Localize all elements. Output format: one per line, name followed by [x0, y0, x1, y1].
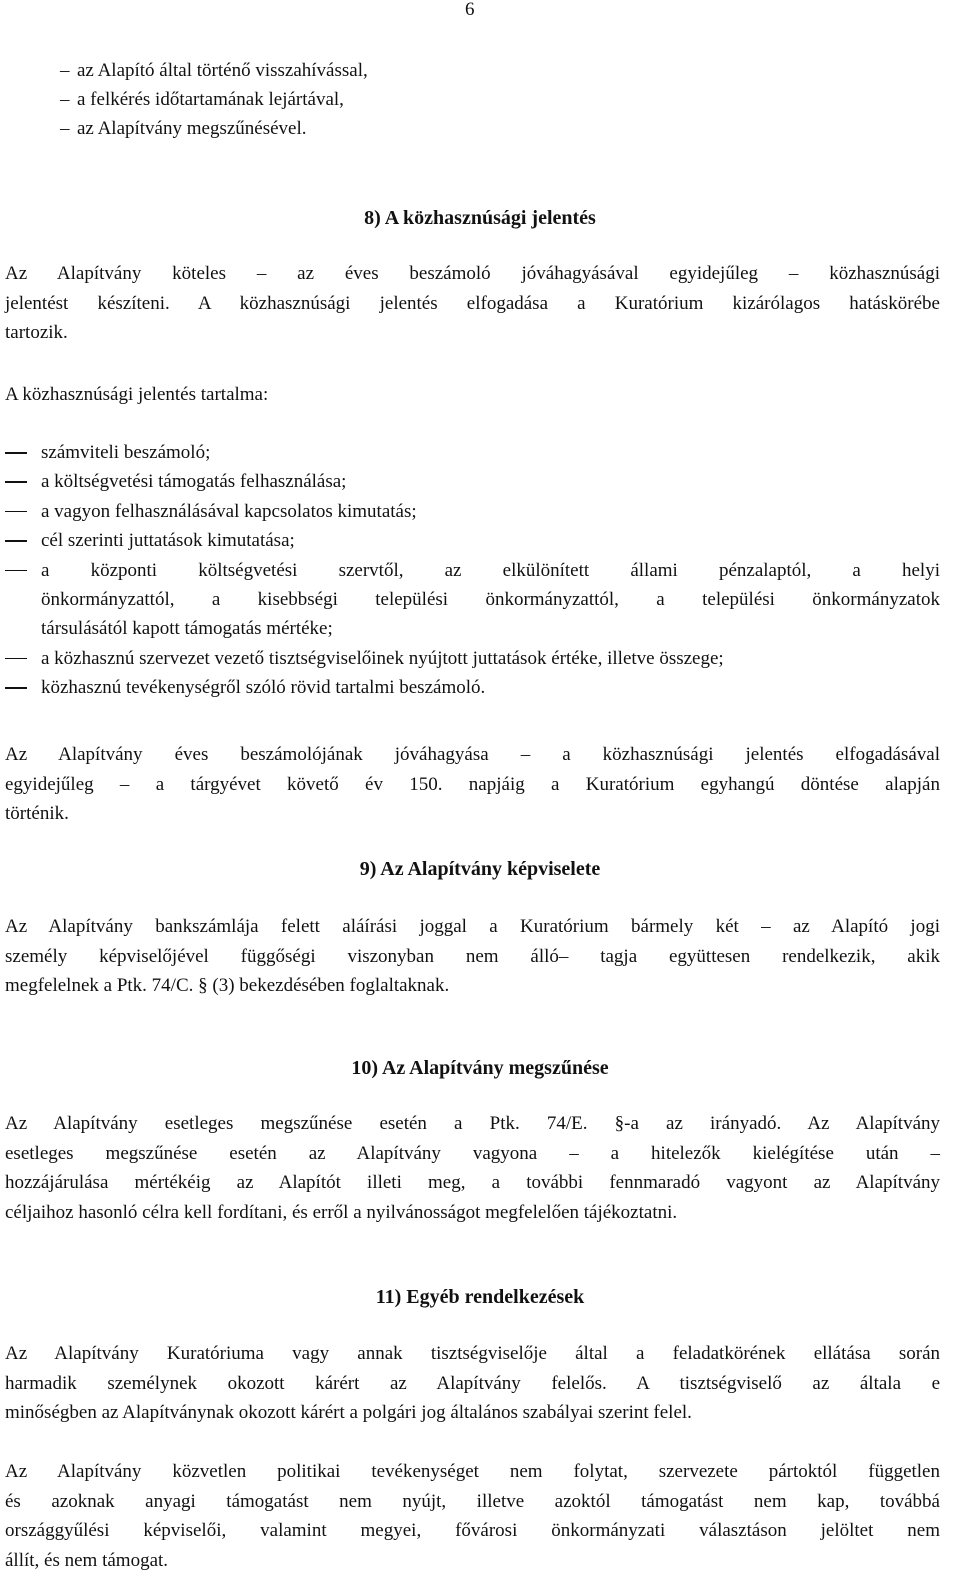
paragraph: Az Alapítvány éves beszámolójának jóváhagyása – a közhasznúsági jelentés elfogadásával egyidejűleg – a tárgyévet követő év 150. napjáig a Kuratórium egyhangú döntése alapján történik. [5, 744, 940, 824]
list-item: a vagyon felhasználásával kapcsolatos kimutatás; [41, 500, 417, 522]
paragraph: Az Alapítvány esetleges megszűnése esetén a Ptk. 74/E. §-a az irányadó. Az Alapítvány esetleges megszűnése esetén az Alapítvány vagyona – a hitelezők kielégítése után – hozzájárulása mértékéig az Alapítót illeti meg, a további fennmaradó vagyont az Alapítvány céljaihoz hasonló célra kell fordítani, és erről a nyilvánosságot megfelelően tájékoztatni. [5, 1113, 940, 1223]
paragraph: Az Alapítvány köteles – az éves beszámoló jóváhagyásával egyidejűleg – közhasznúsági jelentést készíteni. A közhasznúsági jelentés elfogadása a Kuratórium kizárólagos hatáskörébe tartozik. [5, 263, 940, 343]
page-number: 6 [465, 0, 475, 20]
list-item: – az Alapító által történő visszahívással, [60, 56, 368, 85]
list-item: cél szerinti juttatások kimutatása; [41, 530, 295, 552]
list-item: számviteli beszámoló; [41, 442, 211, 463]
list-item: – az Alapítvány megszűnésével. [60, 114, 368, 143]
dash-bullet: – [60, 118, 70, 139]
section-heading-9: 9) Az Alapítvány képviselete [359, 858, 601, 880]
content-intro: A közhasznúsági jelentés tartalma: [5, 384, 269, 405]
list-item: a központi költségvetési szervtől, az elkülönített állami pénzalaptól, a helyi önkormányzattól, a kisebbségi települési önkormányzattól, a települési önkormányzatok társulásától kapott támogatás mértéke; [41, 559, 940, 640]
report-contents-list [5, 438, 940, 703]
dash-bullet: – [60, 89, 70, 110]
section-heading-8: 8) A közhasznúsági jelentés [364, 207, 596, 229]
list-item: a közhasznú szervezet vezető tisztségviselőinek nyújtott juttatások értéke, illetve összege; [41, 647, 724, 669]
list-item: a költségvetési támogatás felhasználása; [41, 471, 347, 493]
section-heading-10: 10) Az Alapítvány megszűnése [351, 1057, 609, 1079]
list-item: – a felkérés időtartamának lejártával, [60, 85, 368, 114]
paragraph: Az Alapítvány bankszámlája felett aláírási joggal a Kuratórium bármely két – az Alapító jogi személy képviselőjével függőségi viszonyban nem álló– tagja együttesen rendelkezik, akik megfelelnek a Ptk. 74/C. § (3) bekezdésében foglaltaknak. [5, 916, 940, 996]
list-item: közhasznú tevékenységről szóló rövid tartalmi beszámoló. [41, 677, 486, 699]
paragraph: Az Alapítvány közvetlen politikai tevékenységet nem folytat, szervezete pártoktól független és azoknak anyagi támogatást nem nyújt, illetve azoktól támogatást nem kap, továbbá országgyűlési képviselői, valamint megyei, fővárosi önkormányzati választáson jelöltet nem állít, és nem támogat. [5, 1461, 940, 1571]
paragraph: Az Alapítvány Kuratóriuma vagy annak tisztségviselője által a feladatkörének ellátása során harmadik személynek okozott kárért az Alapítvány felelős. A tisztségviselő az általa e minőségben az Alapítványnak okozott kárért a polgári jog általános szabályai szerint felel. [5, 1343, 940, 1423]
section-heading-11: 11) Egyéb rendelkezések [375, 1286, 585, 1308]
dash-bullet: – [60, 60, 70, 81]
termination-list [60, 56, 368, 143]
